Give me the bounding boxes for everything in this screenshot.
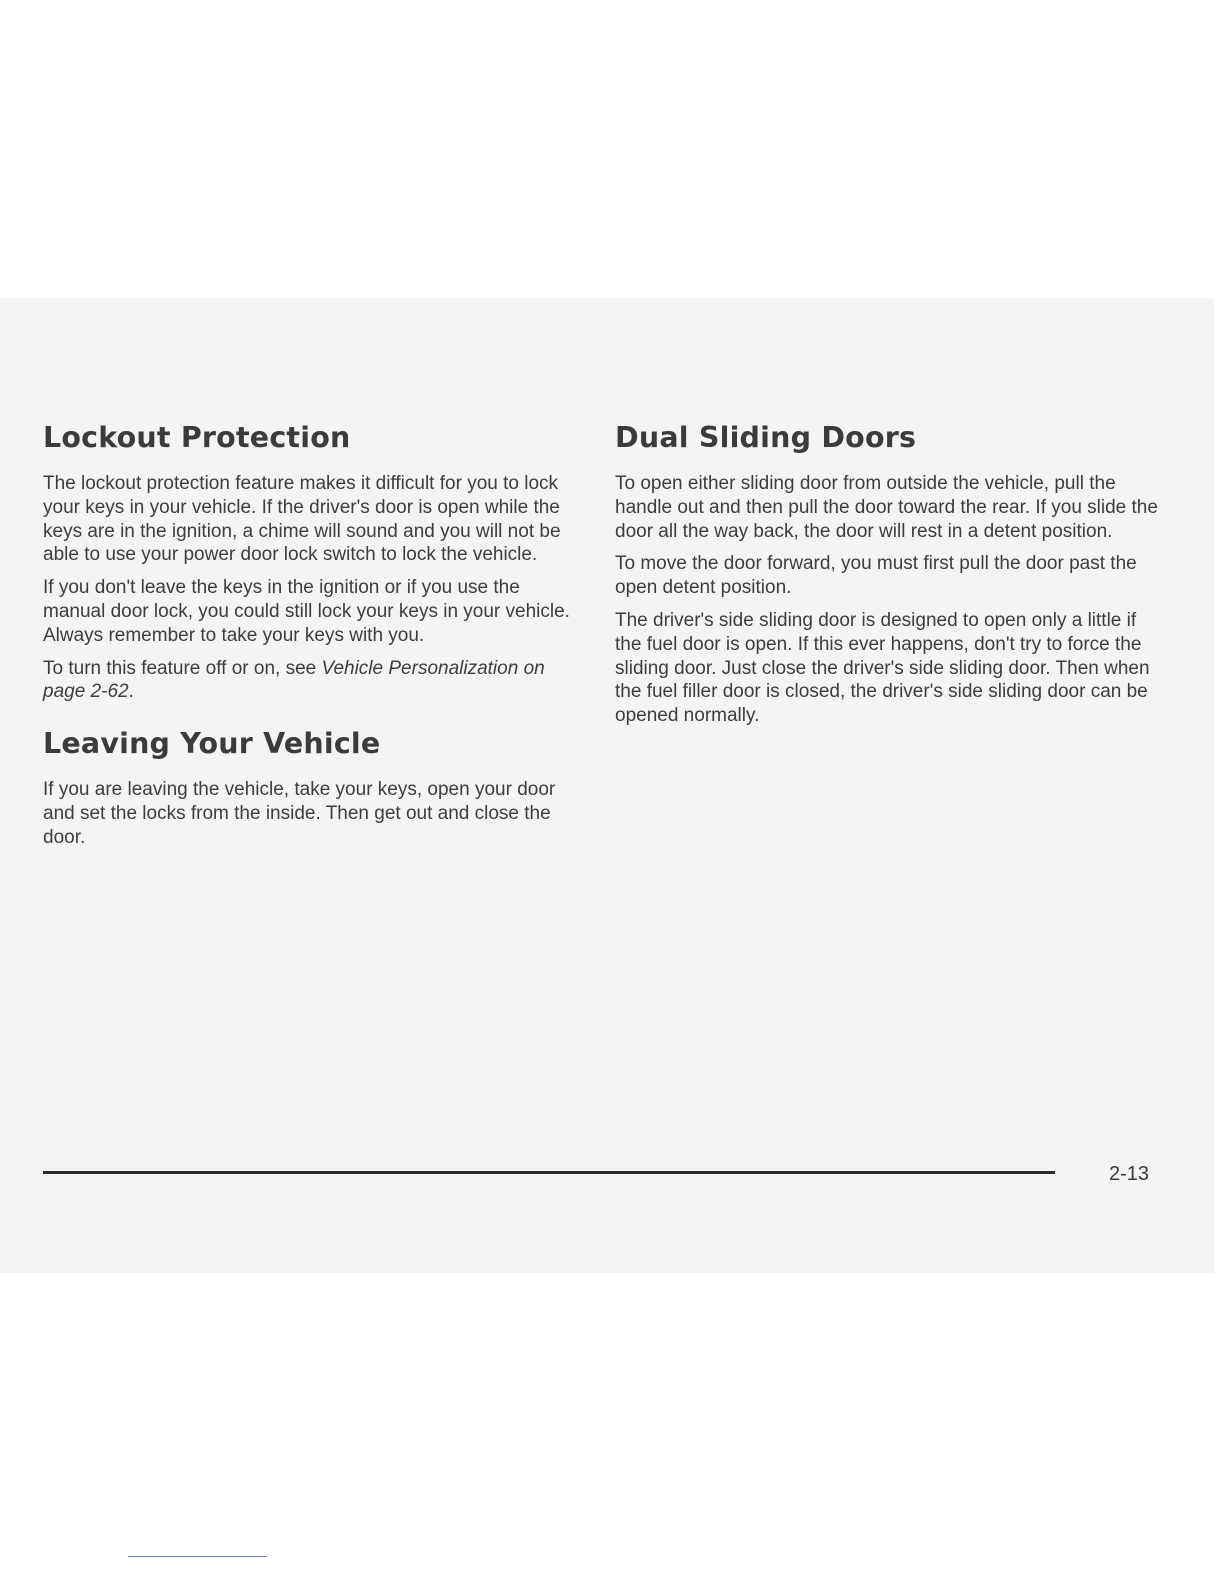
heading-lockout-protection: Lockout Protection <box>43 421 351 454</box>
lockout-p3-suffix: . <box>128 681 134 703</box>
footer-rule <box>43 1171 1055 1174</box>
right-column <box>615 418 1165 737</box>
lockout-paragraph-3 <box>43 657 583 705</box>
sliding-paragraph-2: To move the door forward, you must first pull the door past the open detent position. <box>615 553 1137 599</box>
vehicle-personalization-reference: Vehicle Personalization on page 2-62 <box>43 657 545 703</box>
lockout-paragraph-2: If you don't leave the keys in the ignition or if you use the manual door lock, you could still lock your keys in your vehicle. Always remember to take your keys with you. <box>43 577 570 646</box>
lockout-p3-prefix: To turn this feature off or on, see <box>43 657 322 679</box>
page-number: 2-13 <box>1109 1163 1150 1185</box>
heading-dual-sliding-doors: Dual Sliding Doors <box>615 421 917 454</box>
lockout-paragraph-1: The lockout protection feature makes it difficult for you to lock your keys in your vehicle. If the driver's door is open while the keys are in the ignition, a chime will sound and you will not be able to use your power door lock switch to lock the vehicle. <box>43 473 561 566</box>
bottom-underline-mark <box>128 1556 267 1557</box>
leaving-paragraph-1: If you are leaving the vehicle, take your keys, open your door and set the locks from the inside. Then get out and close the door. <box>43 779 556 848</box>
left-column <box>43 418 583 859</box>
heading-leaving-your-vehicle: Leaving Your Vehicle <box>43 727 381 761</box>
sliding-paragraph-3: The driver's side sliding door is designed to open only a little if the fuel door is open. If this ever happens, don't try to force the sliding door. Just close the driver's side sliding door. Then when the fuel filler door is closed, the driver's side sliding door can be opened normally. <box>615 609 1150 727</box>
sliding-paragraph-1: To open either sliding door from outside the vehicle, pull the handle out and then pull the door toward the rear. If you slide the door all the way back, the door will rest in a detent position. <box>615 473 1158 542</box>
